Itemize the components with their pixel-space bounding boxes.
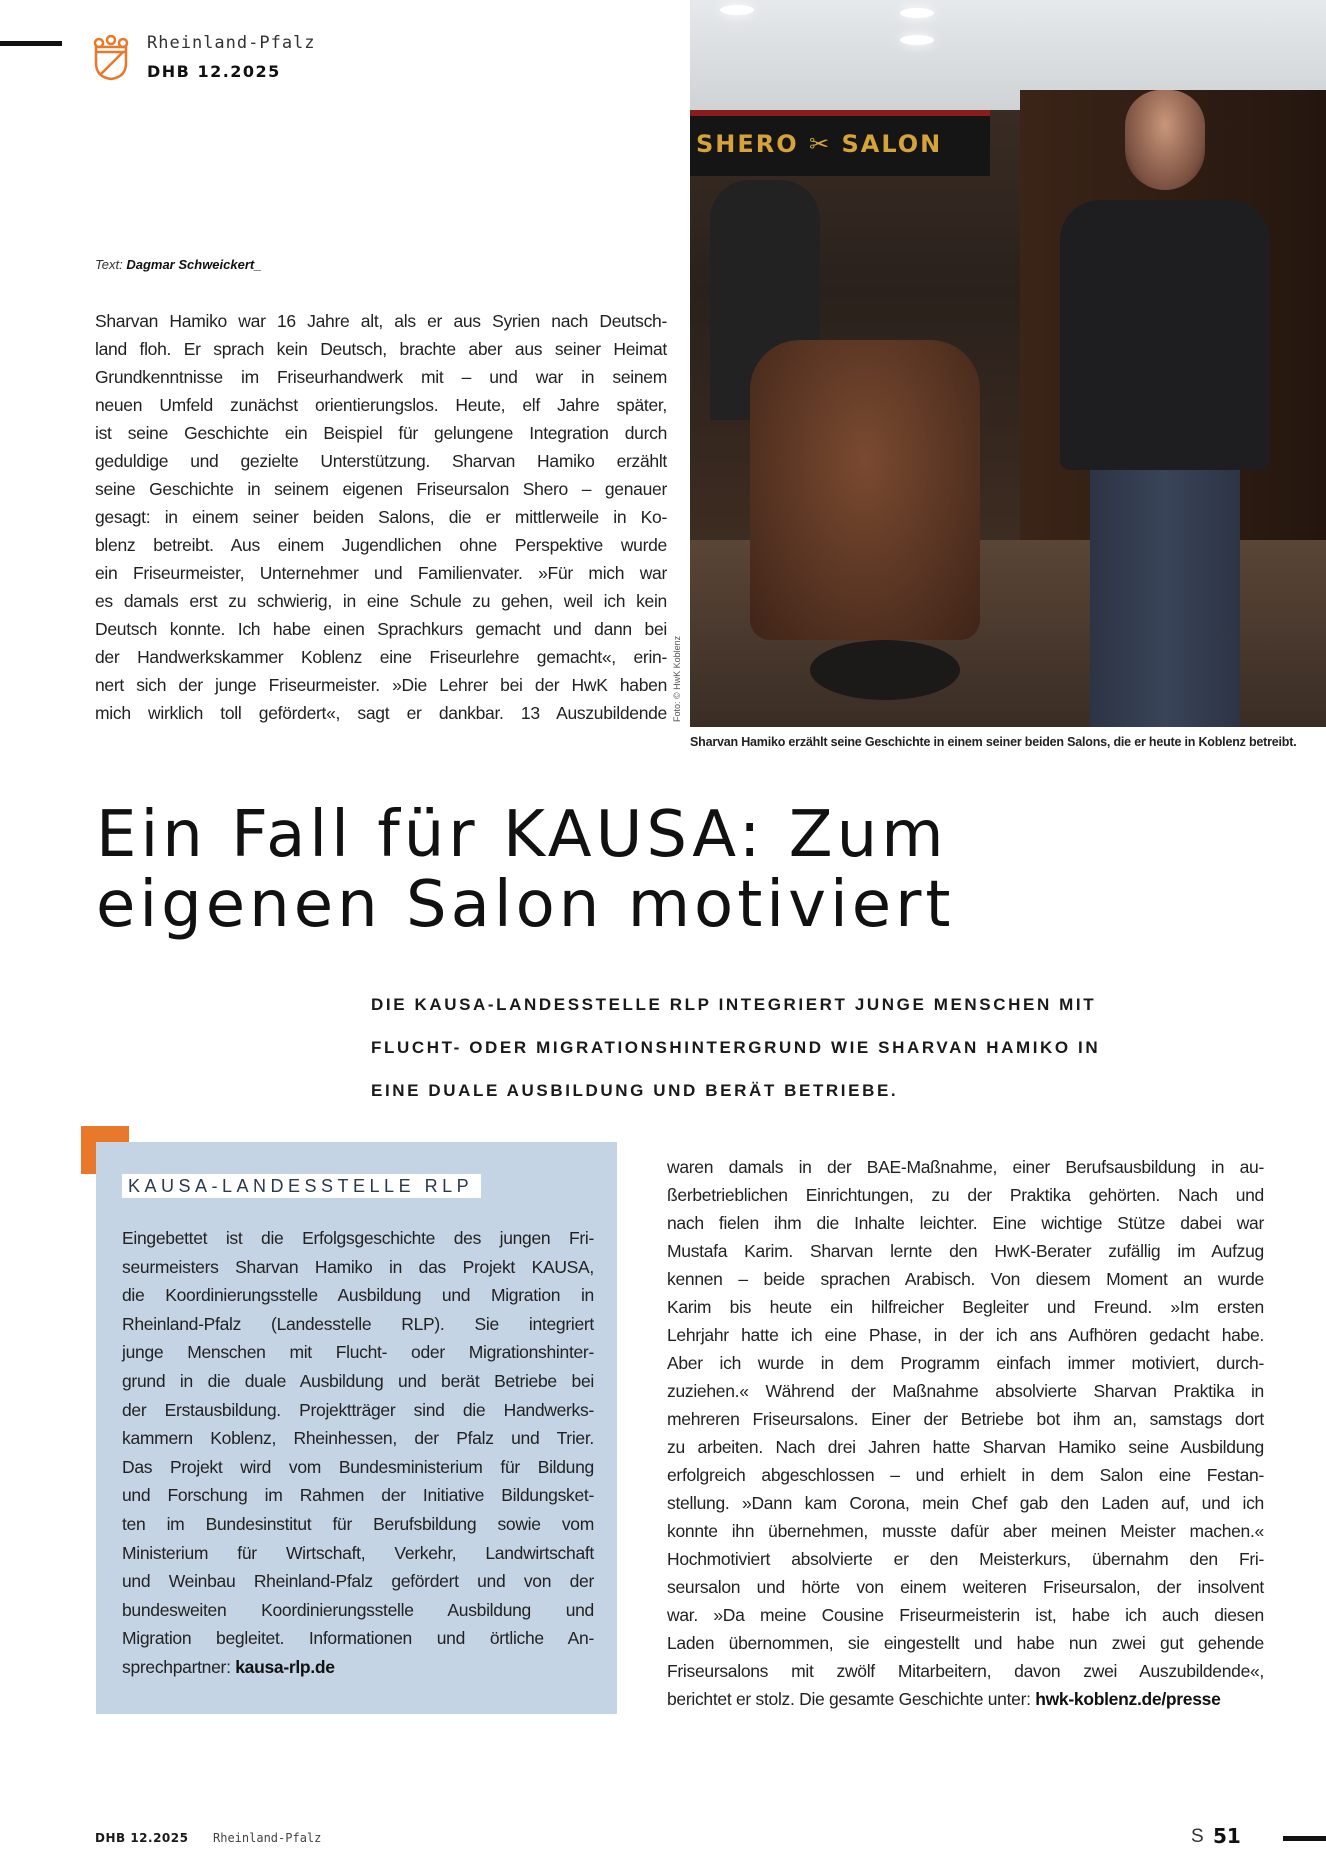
salon-photo xyxy=(690,0,1326,727)
text-line: Sharvan Hamiko war 16 Jahre alt, als er aus Syrien nach Deutsch- xyxy=(95,311,667,331)
salon-sign: SHERO ✂ SALON xyxy=(696,130,943,158)
author-name: Dagmar Schweickert_ xyxy=(126,257,262,272)
footer-rule xyxy=(1283,1836,1326,1841)
photo-caption: Sharvan Hamiko erzählt seine Geschichte in einem seiner beiden Salons, die er heute in Koblenz betreibt. xyxy=(690,735,1297,749)
text-line: Aber ich wurde in dem Programm einfach immer motiviert, durch- xyxy=(667,1353,1264,1373)
text-line: und Weinbau Rheinland-Pfalz gefördert und von der xyxy=(122,1571,594,1592)
text-line: waren damals in der BAE-Maßnahme, einer Berufsausbildung in au- xyxy=(667,1157,1264,1177)
text-line: ein Friseurmeister, Unternehmer und Familienvater. »Für mich war xyxy=(95,563,667,583)
text-line: die Koordinierungsstelle Ausbildung und Migration in xyxy=(122,1285,594,1306)
subhead-line: EINE DUALE AUSBILDUNG UND BERÄT BETRIEBE. xyxy=(371,1081,899,1100)
text-line: kammern Koblenz, Rheinhessen, der Pfalz und Trier. xyxy=(122,1428,594,1449)
page-number: 51 xyxy=(1213,1824,1241,1848)
text-line: junge Menschen mit Flucht- oder Migrationshinter- xyxy=(122,1342,594,1363)
text-line: bundesweiten Koordinierungsstelle Ausbildung und xyxy=(122,1599,594,1620)
page-prefix: S xyxy=(1191,1826,1204,1847)
header-region: Rheinland-Pfalz xyxy=(147,33,316,53)
text-line: Lehrjahr hatte ich eine Phase, in der ich ans Aufhören gedacht habe. xyxy=(667,1325,1264,1345)
subhead-line: FLUCHT- ODER MIGRATIONSHINTERGRUND WIE SHARVAN HAMIKO IN xyxy=(371,1038,1101,1057)
text-line: Laden übernommen, sie eingestellt und habe nun zwei gut gehende xyxy=(667,1633,1264,1653)
photo-credit: Foto: © HwK Koblenz xyxy=(672,635,682,722)
text-line: konnte ihn übernehmen, musste dafür aber meinen Meister machen.« xyxy=(667,1521,1264,1541)
text-line: Deutsch konnte. Ich habe einen Sprachkurs gemacht und dann bei xyxy=(95,619,667,639)
text-line: Hochmotiviert absolvierte er den Meisterkurs, übernahm den Fri- xyxy=(667,1549,1264,1569)
photo-lamp xyxy=(900,35,934,45)
text-line: Friseursalons mit zwölf Mitarbeitern, davon zwei Auszubildende«, xyxy=(667,1661,1264,1681)
text-line: stellung. »Dann kam Corona, mein Chef gab den Laden auf, und ich xyxy=(667,1493,1264,1513)
text-line: zuziehen.« Während der Maßnahme absolvierte Sharvan Praktika in xyxy=(667,1381,1264,1401)
text-line: der Handwerkskammer Koblenz eine Friseurlehre gemacht«, erin- xyxy=(95,647,667,667)
footer-issue: DHB 12.2025 xyxy=(95,1831,189,1845)
text-line: Ministerium für Wirtschaft, Verkehr, Landwirtschaft xyxy=(122,1542,594,1563)
text-line: mich wirklich toll gefördert«, sagt er dankbar. 13 Auszubildende xyxy=(95,703,667,723)
text-line: Karim bis heute ein hilfreicher Begleiter und Freund. »Im ersten xyxy=(667,1297,1264,1317)
barber-chair-base xyxy=(810,640,960,700)
text-line: seursalon und hörte von einem weiteren Friseursalon, der insolvent xyxy=(667,1577,1264,1597)
photo-lamp xyxy=(900,8,934,18)
crown-shield-icon xyxy=(93,35,129,81)
text-line: Migration begleitet. Informationen und örtliche An- xyxy=(122,1628,594,1649)
text-line xyxy=(122,1653,594,1682)
text-line: Mustafa Karim. Sharvan lernte den HwK-Berater zufällig im Aufzug xyxy=(667,1241,1264,1261)
info-box-body xyxy=(122,1224,594,1682)
text-line: Eingebettet ist die Erfolgsgeschichte des jungen Fri- xyxy=(122,1228,594,1248)
text-line: seine Geschichte in seinem eigenen Friseursalon Shero – genauer xyxy=(95,479,667,499)
text-line: es damals erst zu schwierig, in eine Schule zu gehen, weil ich kein xyxy=(95,591,667,611)
text-line: nert sich der junge Friseurmeister. »Die Lehrer bei der HwK haben xyxy=(95,675,667,695)
headline-line-1: Ein Fall für KAUSA: Zum xyxy=(96,798,948,872)
photo-lamp xyxy=(720,5,754,15)
subheadline xyxy=(371,983,1100,1112)
info-box-title: KAUSA-LANDESSTELLE RLP xyxy=(122,1174,481,1198)
text-line: erfolgreich abgeschlossen – und erhielt in dem Salon eine Festan- xyxy=(667,1465,1264,1485)
photo-person xyxy=(1050,90,1280,727)
text-line-prefix: berichtet er stolz. Die gesamte Geschichte unter: xyxy=(667,1689,1036,1709)
footer-region: Rheinland-Pfalz xyxy=(213,1831,322,1845)
text-line: neuen Umfeld zunächst orientierungslos. Heute, elf Jahre später, xyxy=(95,395,667,415)
headline-line-2: eigenen Salon motiviert xyxy=(96,868,955,942)
text-line: geduldige und gezielte Unterstützung. Sharvan Hamiko erzählt xyxy=(95,451,667,471)
text-line: seurmeisters Sharvan Hamiko in das Projekt KAUSA, xyxy=(122,1256,594,1277)
text-line: der Erstausbildung. Projektträger sind die Handwerks- xyxy=(122,1399,594,1420)
text-line xyxy=(667,1685,1264,1713)
intro-column xyxy=(95,307,667,727)
web-link[interactable]: hwk-koblenz.de/presse xyxy=(1035,1689,1221,1709)
body-column xyxy=(667,1153,1264,1713)
text-line: Das Projekt wird vom Bundesministerium für Bildung xyxy=(122,1456,594,1477)
salon-sign-board xyxy=(690,110,990,176)
text-line: blenz betreibt. Aus einem Jugendlichen ohne Perspektive wurde xyxy=(95,535,667,555)
text-line: ten im Bundesinstitut für Berufsbildung sowie vom xyxy=(122,1513,594,1534)
text-line: kennen – beide sprachen Arabisch. Von diesem Moment an wurde xyxy=(667,1269,1264,1289)
text-line-prefix: sprechpartner: xyxy=(122,1656,236,1677)
barber-chair xyxy=(750,340,980,640)
text-line: grund in die duale Ausbildung und berät Betriebe bei xyxy=(122,1370,594,1391)
text-line: land floh. Er sprach kein Deutsch, brachte aber aus seiner Heimat xyxy=(95,339,667,359)
headline xyxy=(96,800,955,940)
text-line: mehreren Friseursalons. Einer der Betriebe bot ihm an, samstags dort xyxy=(667,1409,1264,1429)
subhead-line: DIE KAUSA-LANDESSTELLE RLP INTEGRIERT JUNGE MENSCHEN MIT xyxy=(371,995,1097,1014)
text-line: gesagt: in einem seiner beiden Salons, die er mittlerweile in Ko- xyxy=(95,507,667,527)
text-line: und Forschung im Rahmen der Initiative Bildungsket- xyxy=(122,1485,594,1506)
text-line: Rheinland-Pfalz (Landesstelle RLP). Sie integriert xyxy=(122,1313,594,1334)
text-line: nach fielen ihm die Inhalte leichter. Eine wichtige Stütze dabei war xyxy=(667,1213,1264,1233)
text-line: ßerbetrieblichen Einrichtungen, zu der Praktika gehörten. Nach und xyxy=(667,1185,1264,1205)
text-line: zu arbeiten. Nach drei Jahren hatte Sharvan Hamiko seine Ausbildung xyxy=(667,1437,1264,1457)
text-line: war. »Da meine Cousine Friseurmeisterin ist, habe ich auch diesen xyxy=(667,1605,1264,1625)
header-rule xyxy=(0,41,62,46)
author-credit xyxy=(95,257,261,272)
text-line: ist seine Geschichte ein Beispiel für gelungene Integration durch xyxy=(95,423,667,443)
credit-prefix: Text: xyxy=(95,257,123,272)
header-issue: DHB 12.2025 xyxy=(147,62,281,81)
text-line: Grundkenntnisse im Friseurhandwerk mit – und war in seinem xyxy=(95,367,667,387)
web-link[interactable]: kausa-rlp.de xyxy=(235,1656,335,1677)
